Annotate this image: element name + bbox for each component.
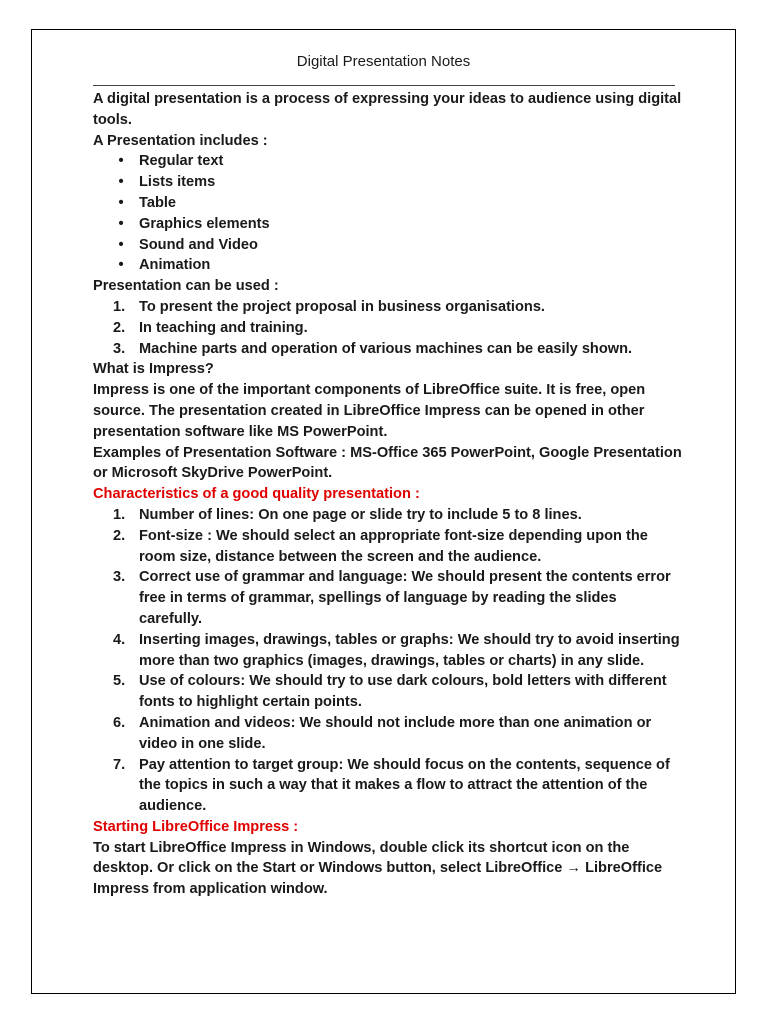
document-page bbox=[31, 29, 736, 994]
examples-paragraph: Examples of Presentation Software : MS-Office 365 PowerPoint, Google Presentation or Microsoft SkyDrive PowerPoint. bbox=[93, 444, 682, 482]
list-item: • Graphics elements bbox=[93, 214, 683, 235]
list-item: 2. Font-size : We should select an appropriate font-size depending upon the room size, distance between the screen and the audience. bbox=[113, 527, 648, 565]
uses-list bbox=[93, 297, 683, 359]
list-item: • Regular text bbox=[93, 151, 683, 172]
list-item: 1. Number of lines: On one page or slide try to include 5 to 8 lines. bbox=[113, 506, 582, 523]
bullet-icon: • bbox=[118, 153, 124, 170]
includes-list bbox=[93, 151, 683, 276]
list-item: 3. Correct use of grammar and language: We should present the contents error free in terms of grammar, spellings of language by reading the slides carefully. bbox=[113, 569, 671, 627]
bullet-icon: • bbox=[118, 236, 124, 253]
list-item: 6. Animation and videos: We should not include more than one animation or video in one slide. bbox=[113, 714, 652, 752]
list-item: • Sound and Video bbox=[93, 235, 683, 256]
includes-heading: A Presentation includes : bbox=[93, 132, 268, 149]
impress-question: What is Impress? bbox=[93, 361, 214, 378]
bullet-icon: • bbox=[118, 194, 124, 211]
list-item: • Table bbox=[93, 193, 683, 214]
list-item: 4. Inserting images, drawings, tables or graphs: We should try to avoid inserting more than two graphics (images, drawings, tables or charts) in any slide. bbox=[113, 631, 680, 669]
page-title: Digital Presentation Notes bbox=[296, 53, 471, 70]
document-body bbox=[93, 89, 683, 900]
bullet-icon: • bbox=[118, 257, 124, 274]
bullet-icon: • bbox=[118, 174, 124, 191]
list-item: 3. Machine parts and operation of various machines can be easily shown. bbox=[113, 340, 633, 357]
list-item: • Animation bbox=[93, 255, 683, 276]
list-item: 7. Pay attention to target group: We should focus on the contents, sequence of the topics in such a way that it makes a flow to attract the attention of the audience. bbox=[113, 756, 670, 815]
title-divider bbox=[93, 85, 675, 86]
characteristics-list bbox=[93, 505, 683, 817]
list-item: 5. Use of colours: We should try to use dark colours, bold letters with different fonts to highlight certain points. bbox=[113, 673, 667, 711]
starting-heading: Starting LibreOffice Impress : bbox=[93, 818, 299, 835]
characteristics-heading: Characteristics of a good quality presentation : bbox=[93, 486, 420, 503]
impress-paragraph: Impress is one of the important components of LibreOffice suite. It is free, open source. The presentation created in LibreOffice Impress can be opened in other presentation software like MS PowerPoint. bbox=[93, 382, 646, 440]
starting-paragraph: To start LibreOffice Impress in Windows, double click its shortcut icon on the desktop. Or click on the Start or Windows button, select LibreOffice → LibreOffice Impress from application window. bbox=[93, 839, 663, 898]
bullet-icon: • bbox=[118, 215, 124, 232]
list-item: 2. In teaching and training. bbox=[113, 319, 308, 336]
list-item: 1. To present the project proposal in business organisations. bbox=[113, 298, 545, 315]
intro-paragraph: A digital presentation is a process of expressing your ideas to audience using digital tools. bbox=[93, 91, 682, 128]
list-item: • Lists items bbox=[93, 172, 683, 193]
uses-heading: Presentation can be used : bbox=[93, 278, 279, 295]
